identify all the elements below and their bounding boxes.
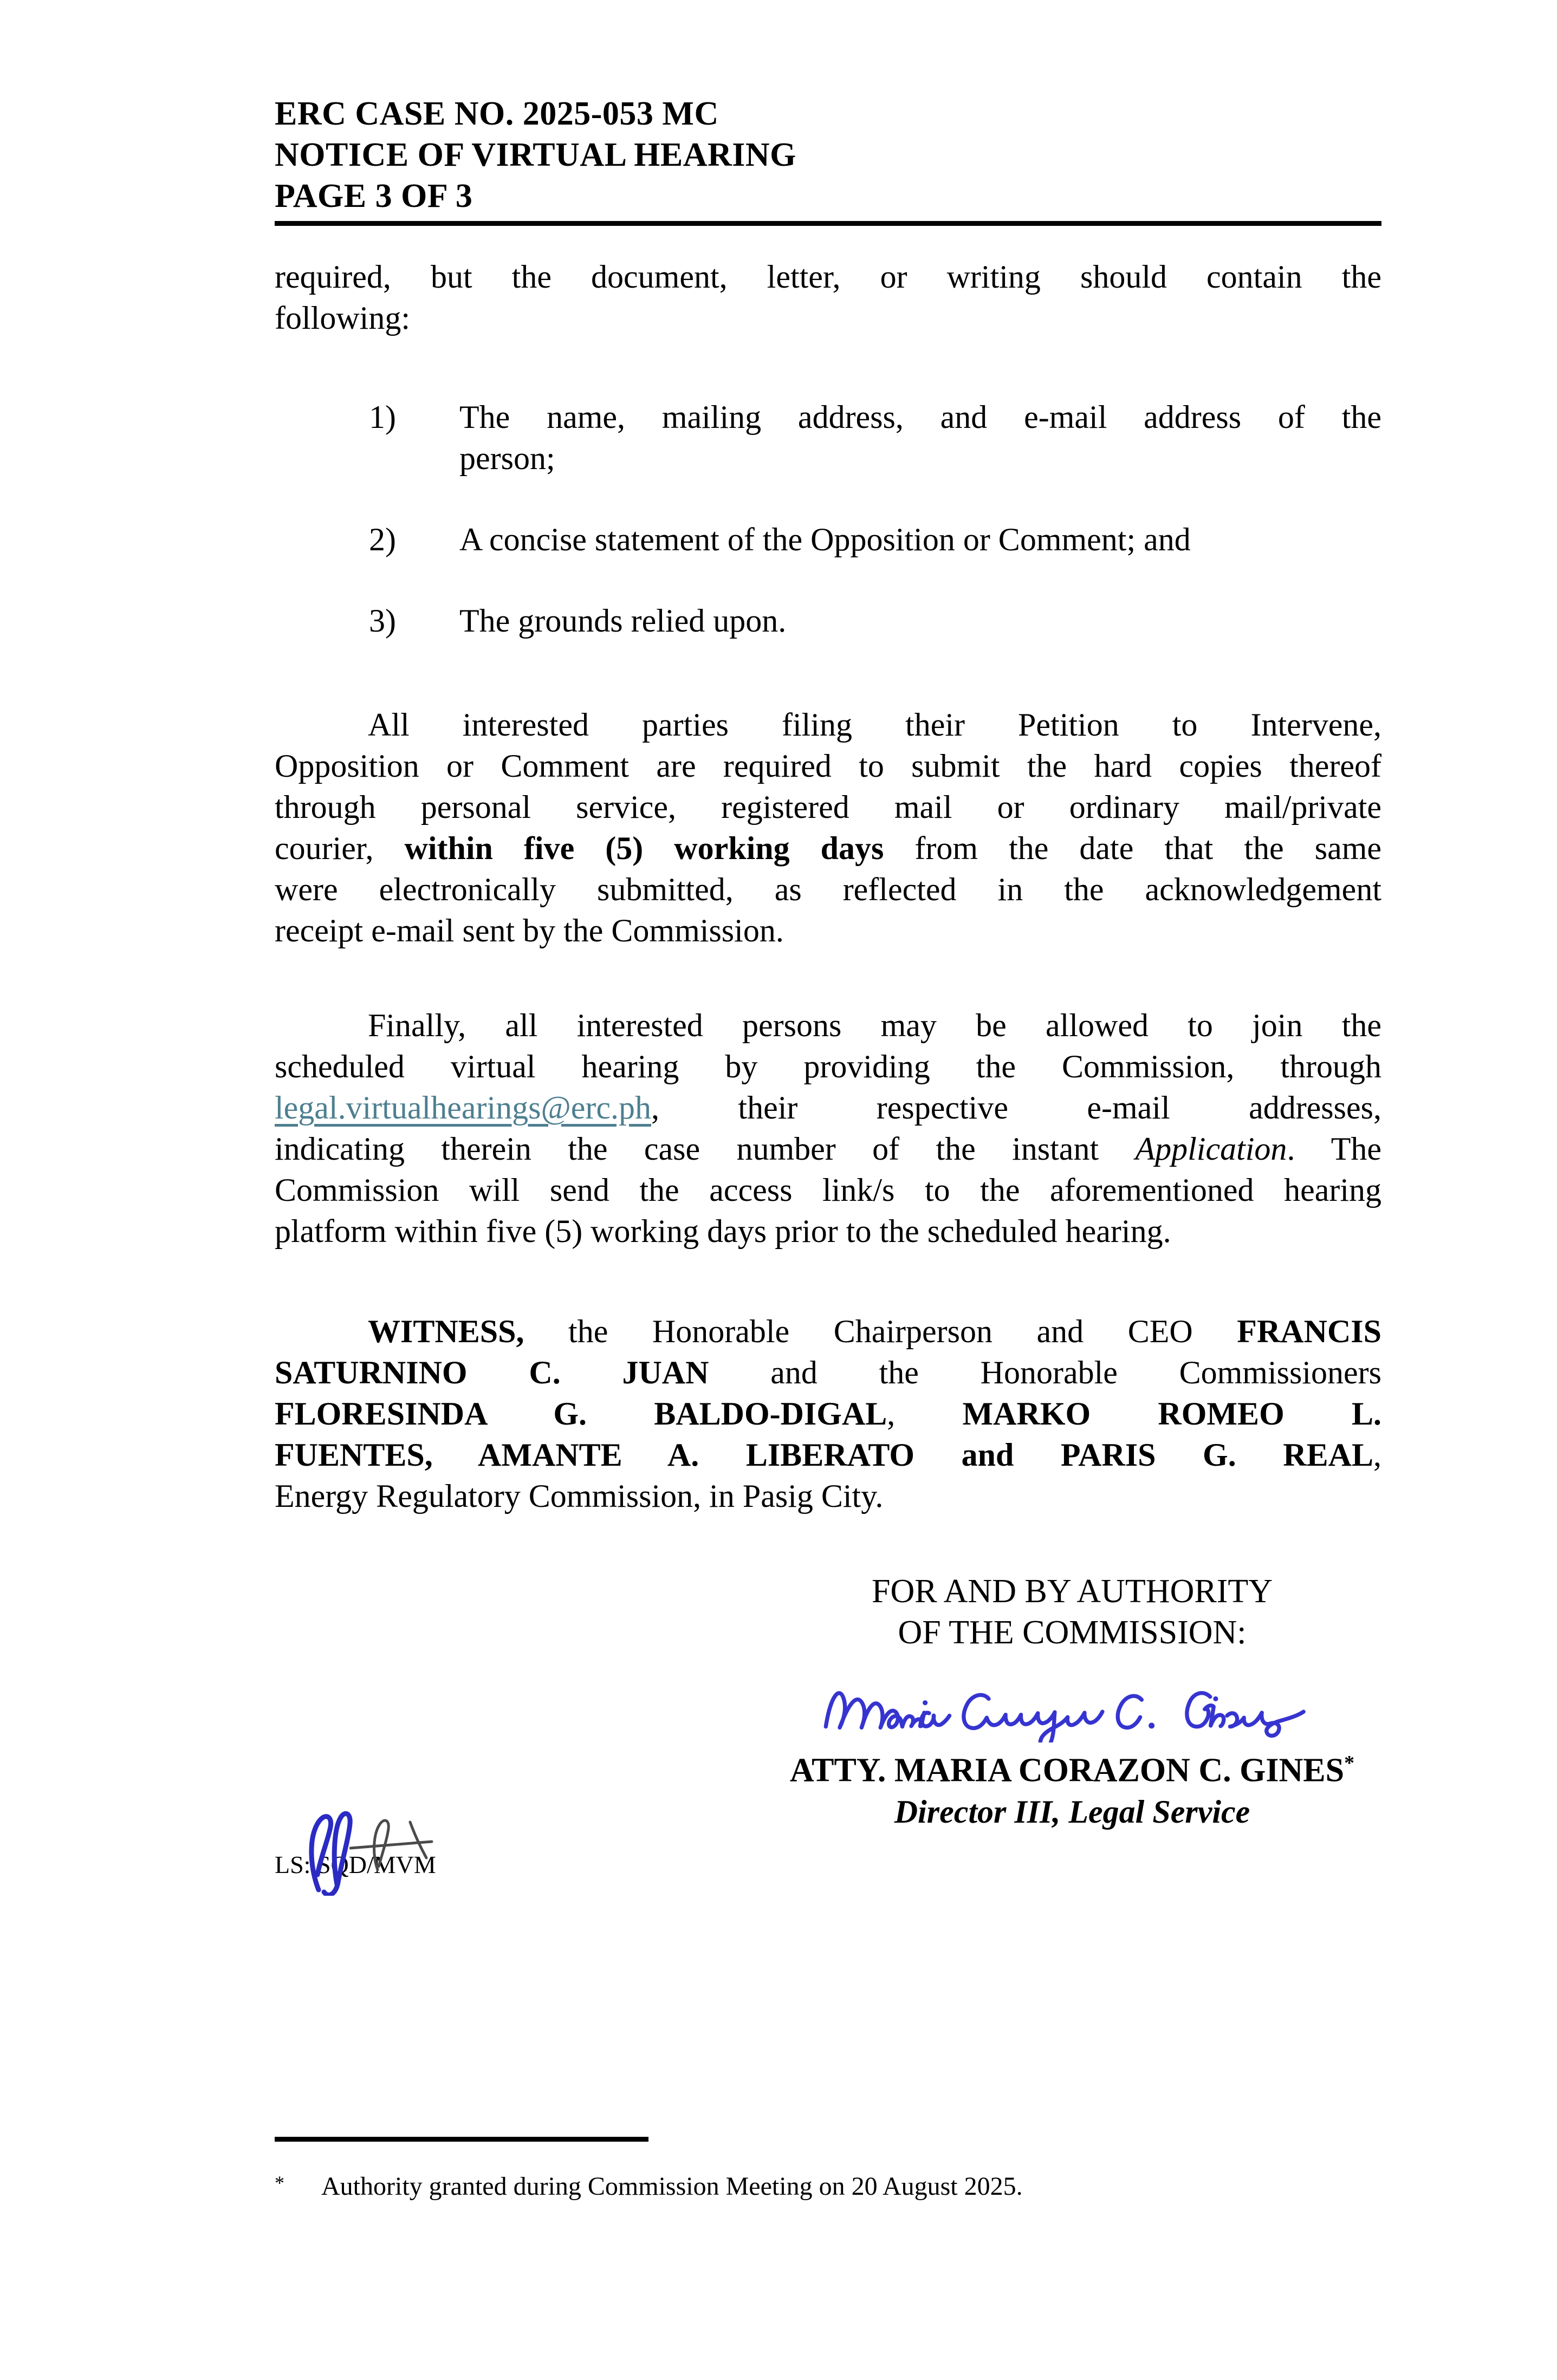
text-segment: person; <box>459 440 555 476</box>
text-segment: Finally, all interested persons may be allowed to join the <box>368 1007 1381 1043</box>
text-segment: following: <box>275 300 410 336</box>
text-segment: A concise statement of the Opposition or Comment; and <box>459 522 1191 557</box>
text-line <box>275 1311 1381 1352</box>
signatory-title: Director III, Legal Service <box>894 1793 1250 1830</box>
text-segment: , <box>1373 1437 1381 1473</box>
text-line <box>275 1087 1381 1128</box>
text-line <box>459 519 1381 560</box>
ls-reference-code: LS: SQD/MVM <box>275 1851 436 1878</box>
list-item-1 <box>275 396 1381 479</box>
text-line <box>459 396 1381 438</box>
text-line <box>275 910 1381 951</box>
text-line <box>275 828 1381 869</box>
text-segment: . The <box>1287 1131 1381 1167</box>
text-segment: required, but the document, letter, or writing should contain the <box>275 259 1381 295</box>
text-segment: FRANCIS <box>1237 1313 1381 1349</box>
list-item-3 <box>275 600 1381 641</box>
list-item-2 <box>275 519 1381 560</box>
text-segment: within five (5) working days <box>404 830 884 866</box>
authority-line-1: FOR AND BY AUTHORITY <box>871 1573 1273 1610</box>
text-line <box>459 438 1381 479</box>
text-line <box>275 869 1381 910</box>
text-segment: The name, mailing address, and e-mail address of the <box>459 399 1381 435</box>
pen-flourish-signature <box>349 1813 436 1873</box>
footnote-mark: * <box>275 2172 284 2194</box>
header-document-title: NOTICE OF VIRTUAL HEARING <box>275 136 796 173</box>
document-content <box>275 0 1381 1832</box>
text-segment: were electronically submitted, as reflected in the acknowledgement <box>275 872 1381 907</box>
text-line <box>275 297 1381 339</box>
text-segment: the Honorable Chairperson and CEO <box>524 1313 1237 1349</box>
text-line <box>275 704 1381 745</box>
text-segment: FUENTES, AMANTE A. LIBERATO and PARIS G. REAL <box>275 1437 1373 1473</box>
header-case-number: ERC CASE NO. 2025-053 MC <box>275 95 719 132</box>
text-line <box>275 1128 1381 1169</box>
text-segment: , their respective e-mail addresses, <box>651 1090 1381 1126</box>
email-link[interactable]: legal.virtualhearings@erc.ph <box>275 1090 651 1126</box>
paragraph-virtual-hearing-access <box>275 1005 1381 1252</box>
page-header <box>275 0 1381 226</box>
gines-signature <box>801 1653 1343 1742</box>
list-number: 2) <box>369 522 396 557</box>
text-segment: scheduled virtual hearing by providing the Commission, through <box>275 1049 1381 1084</box>
header-page-number: PAGE 3 OF 3 <box>275 178 473 214</box>
paragraph-requirements-intro <box>275 256 1381 339</box>
footnote <box>275 2169 1141 2204</box>
requirements-list <box>275 396 1381 641</box>
text-line <box>275 1169 1381 1211</box>
header-rule <box>275 221 1381 226</box>
text-line <box>275 745 1381 786</box>
text-segment: WITNESS, <box>368 1313 524 1349</box>
text-line <box>275 256 1381 297</box>
text-line <box>275 1352 1381 1393</box>
footnote-text: Authority granted during Commission Meeting on 20 August 2025. <box>321 2172 1023 2201</box>
text-segment: All interested parties filing their Petition to Intervene, <box>368 707 1381 743</box>
text-segment: SATURNINO C. JUAN <box>275 1355 709 1390</box>
text-line <box>459 600 1381 641</box>
text-segment: Energy Regulatory Commission, in Pasig City. <box>275 1478 884 1514</box>
text-segment: receipt e-mail sent by the Commission. <box>275 913 784 948</box>
text-segment: FLORESINDA G. BALDO-DIGAL <box>275 1396 887 1432</box>
text-segment: platform within five (5) working days prior to the scheduled hearing. <box>275 1213 1171 1249</box>
list-item-text <box>459 396 1381 479</box>
signatory-name <box>736 1742 1408 1791</box>
text-segment: and the Honorable Commissioners <box>709 1355 1381 1390</box>
text-line <box>275 1211 1381 1252</box>
text-segment: Application <box>1135 1131 1287 1167</box>
text-line <box>275 1046 1381 1087</box>
list-item-text <box>459 519 1381 560</box>
list-number: 3) <box>369 603 396 639</box>
footnote-separator <box>275 2137 648 2142</box>
text-segment: indicating therein the case number of the instant <box>275 1131 1136 1167</box>
text-line <box>275 1005 1381 1046</box>
paragraph-witness <box>275 1311 1381 1517</box>
text-segment: , <box>887 1396 963 1432</box>
list-item-text <box>459 600 1381 641</box>
text-segment: courier, <box>275 830 405 866</box>
signature-block <box>736 1571 1408 1832</box>
text-segment: through personal service, registered mail or ordinary mail/private <box>275 789 1381 825</box>
text-line <box>275 1434 1381 1475</box>
text-line <box>275 1393 1381 1434</box>
text-segment: MARKO ROMEO L. <box>962 1396 1381 1432</box>
signatory-name-text: ATTY. MARIA CORAZON C. GINES <box>789 1752 1345 1789</box>
paragraph-hard-copies <box>275 704 1381 951</box>
footnote-reference-mark: * <box>1344 1752 1355 1774</box>
text-segment: Opposition or Comment are required to submit the hard copies thereof <box>275 748 1381 784</box>
list-number: 1) <box>369 399 396 435</box>
authority-line-2: OF THE COMMISSION: <box>898 1614 1247 1651</box>
text-segment: Commission will send the access link/s to the aforementioned hearing <box>275 1172 1381 1208</box>
text-line <box>275 1475 1381 1517</box>
text-line <box>275 786 1381 828</box>
text-segment: from the date that the same <box>884 830 1382 866</box>
text-segment: The grounds relied upon. <box>459 603 787 639</box>
